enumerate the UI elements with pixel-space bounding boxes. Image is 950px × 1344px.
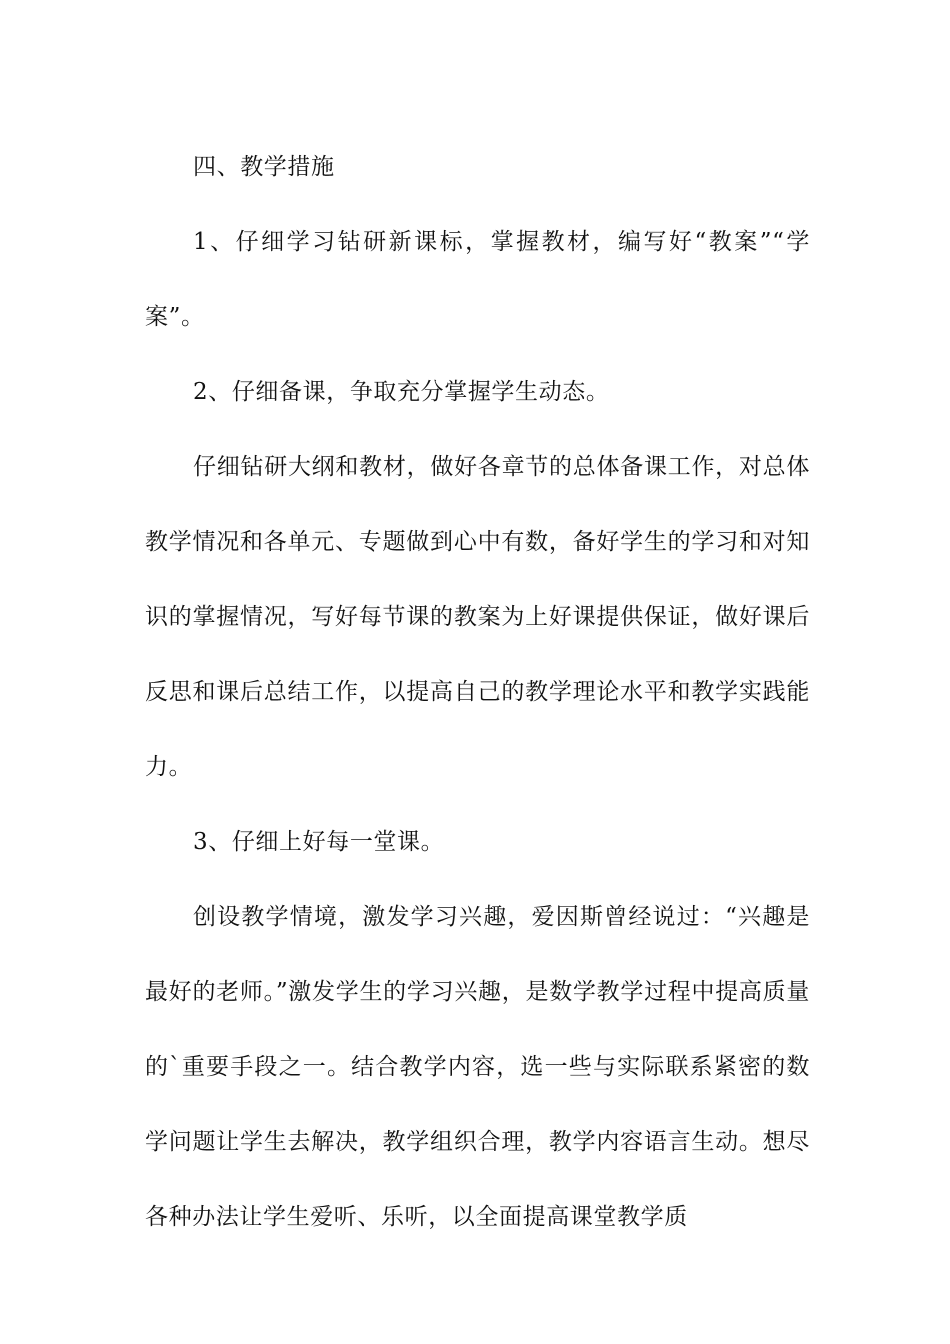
paragraph-item-1: 1、仔细学习钻研新课标，掌握教材，编写好“教案”“学案”。	[145, 229, 810, 330]
section-heading: 四、教学措施	[193, 154, 335, 180]
paragraph-body-2: 创设教学情境，激发学习兴趣，爱因斯曾经说过：“兴趣是最好的老师。”激发学生的学习兴趣，是数学教学过程中提高质量的`重要手段之一。结合教学内容，选一些与实际联系紧密的数学问题让学生去解决，教学组织合理，教学内容语言生动。想尽各种办法让学生爱听、乐听，以全面提高课堂教学质	[145, 904, 810, 1230]
paragraph-item-2: 2、仔细备课，争取充分掌握学生动态。	[193, 379, 610, 405]
paragraph-item-3: 3、仔细上好每一堂课。	[193, 829, 445, 855]
paragraph-body-1: 仔细钻研大纲和教材，做好各章节的总体备课工作，对总体教学情况和各单元、专题做到心中有数，备好学生的学习和对知识的掌握情况，写好每节课的教案为上好课提供保证，做好课后反思和课后总结工作，以提高自己的教学理论水平和教学实践能力。	[145, 454, 810, 780]
document-body	[145, 130, 810, 1255]
